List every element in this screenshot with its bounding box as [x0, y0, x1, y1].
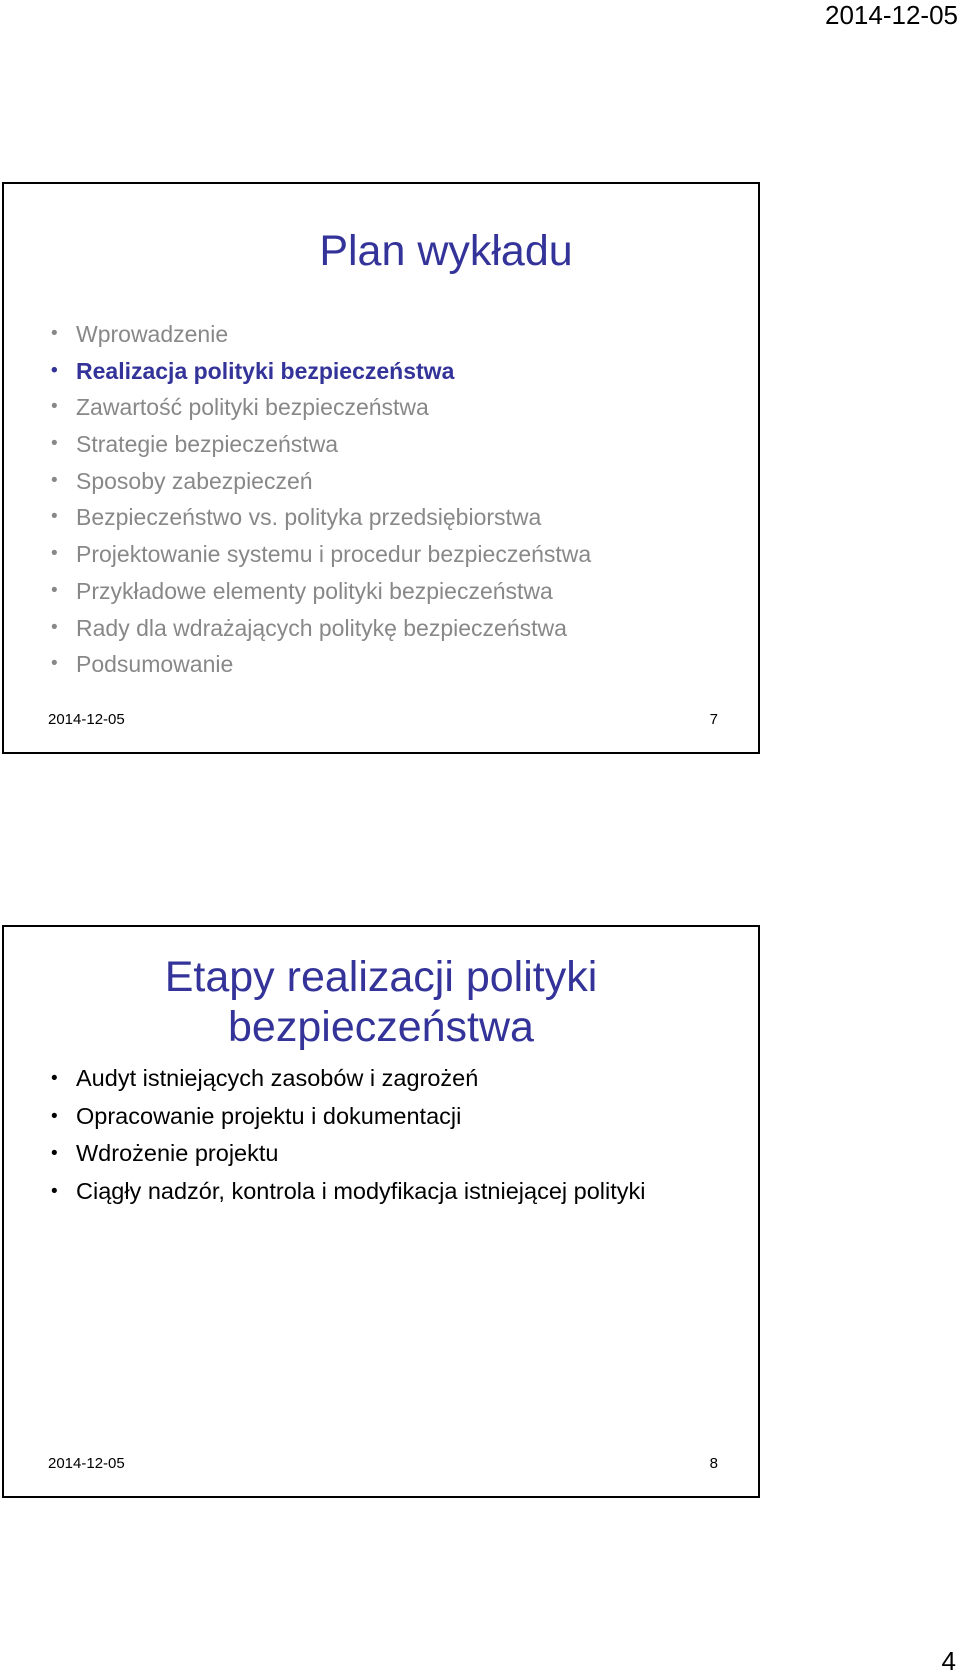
- bullet-icon: •: [51, 1143, 58, 1164]
- bullet-icon: •: [51, 543, 58, 565]
- agenda-item-label: Rady dla wdrażających politykę bezpieczeństwa: [76, 614, 567, 641]
- bullet-icon: •: [51, 1068, 58, 1089]
- slide-footer-date: 2014-12-05: [48, 711, 125, 728]
- steps-list: [4, 1060, 758, 1210]
- bullet-icon: •: [51, 469, 58, 491]
- slide-number: 7: [709, 711, 718, 728]
- bullet-icon: •: [51, 1180, 58, 1202]
- bullet-icon: •: [51, 579, 58, 601]
- step-item-label: Opracowanie projektu i dokumentacji: [76, 1102, 462, 1129]
- agenda-item-6: [4, 499, 758, 536]
- agenda-item-9: [4, 610, 758, 647]
- agenda-item-label: Przykładowe elementy polityki bezpieczeństwa: [76, 577, 553, 604]
- agenda-item-label: Zawartość polityki bezpieczeństwa: [76, 394, 429, 421]
- step-item-label: Ciągły nadzór, kontrola i modyfikacja istniejącej polityki: [76, 1177, 646, 1204]
- slide-etapy-realizacji: [2, 925, 760, 1498]
- slide-plan-wykladu: [2, 182, 760, 754]
- bullet-icon: •: [51, 653, 58, 675]
- bullet-icon: •: [51, 323, 58, 344]
- agenda-item-3: [4, 389, 758, 426]
- bullet-icon: •: [51, 396, 58, 418]
- step-item-label: Audyt istniejących zasobów i zagrożeń: [76, 1065, 479, 1091]
- agenda-item-label: Bezpieczeństwo vs. polityka przedsiębiorstwa: [76, 504, 542, 531]
- slide-footer-date: 2014-12-05: [48, 1455, 125, 1472]
- agenda-item-10: [4, 646, 758, 683]
- agenda-item-label: Podsumowanie: [76, 651, 234, 678]
- step-item-2: [4, 1098, 758, 1136]
- slide-title: [4, 952, 758, 1052]
- page-number: 4: [941, 1646, 956, 1676]
- bullet-icon: •: [51, 433, 58, 455]
- bullet-icon: •: [51, 616, 58, 638]
- agenda-item-label: Sposoby zabezpieczeń: [76, 467, 313, 494]
- bullet-icon: •: [51, 1105, 58, 1127]
- bullet-icon: •: [51, 359, 58, 381]
- agenda-list: [4, 316, 758, 683]
- bullet-icon: •: [51, 506, 58, 528]
- agenda-item-label: Strategie bezpieczeństwa: [76, 431, 339, 458]
- agenda-item-5: [4, 463, 758, 500]
- page-header-date: 2014-12-05: [825, 0, 958, 30]
- slide-title-line-2: bezpieczeństwa: [228, 1003, 534, 1051]
- agenda-item-8: [4, 573, 758, 610]
- slide-title: Plan wykładu: [319, 227, 573, 275]
- agenda-item-2-current: [4, 353, 758, 390]
- step-item-label: Wdrożenie projektu: [76, 1140, 279, 1166]
- slide-number: 8: [709, 1455, 718, 1472]
- agenda-item-label: Projektowanie systemu i procedur bezpieczeństwa: [76, 541, 592, 568]
- agenda-item-7: [4, 536, 758, 573]
- agenda-item-1: [4, 316, 758, 353]
- slide-title-line-1: Etapy realizacji polityki: [164, 953, 598, 1001]
- step-item-1: [4, 1060, 758, 1098]
- agenda-item-4: [4, 426, 758, 463]
- step-item-3: [4, 1135, 758, 1173]
- step-item-4: [4, 1173, 758, 1211]
- agenda-item-label: Realizacja polityki bezpieczeństwa: [76, 357, 455, 384]
- agenda-item-label: Wprowadzenie: [76, 321, 229, 347]
